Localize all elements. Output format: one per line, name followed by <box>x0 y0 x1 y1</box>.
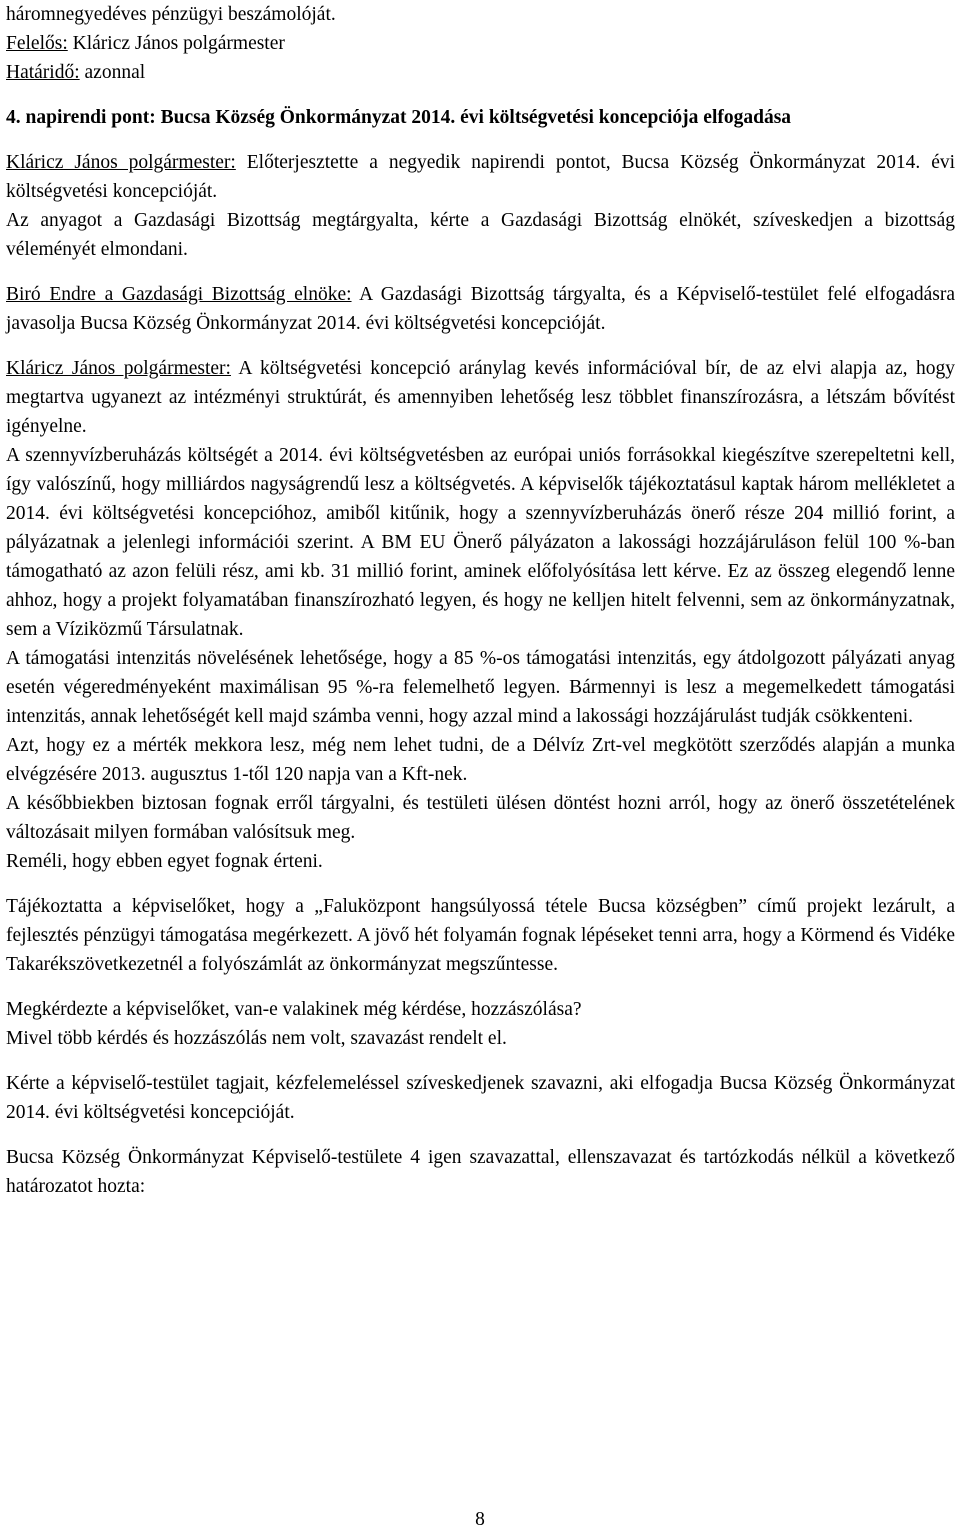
spacer <box>6 876 955 892</box>
paragraph-5: A szennyvízberuházás költségét a 2014. évi költségvetésben az európai uniós forrásokkal kiegészítve szerepeltetni kell, így valószínű, hogy milliárdos nagyságrendű lesz a költségvetés. A képviselők tájékoztatásul kaptak három mellékletet a 2014. évi költségvetési koncepcióhoz, amiből kitűnik, hogy a szennyvízberuházás önerő része 204 millió forint, a pályázatnak a jelenlegi információi szerint. A BM EU Önerő pályázaton a lakossági hozzájáruláson felül 100 %-ban támogatható az azon felüli rész, ami kb. 31 millió forint, aminek előfolyósítása lett kérve. Ez az összeg elegendő lenne ahhoz, hogy a projekt folyamatában finanszírozható legyen, és hogy ne kelljen hitelt felvenni, sem az önkormányzatnak, sem a Víziközmű Társulatnak. <box>6 445 955 640</box>
spacer <box>6 1127 955 1143</box>
paragraph-3 <box>6 280 955 338</box>
spacer <box>6 979 955 995</box>
spacer <box>6 87 955 103</box>
paragraph-text: A Gazdasági Bizottság tárgyalta, és a Képviselő-testület felé elfogadásra javasolja Bucsa Község Önkormányzat 2014. évi költségvetési koncepcióját. <box>6 284 955 334</box>
deadline-label: Határidő: <box>6 62 80 83</box>
speaker-label: Kláricz János polgármester: <box>6 152 236 173</box>
paragraph-text: A költségvetési koncepció aránylag kevés információval bír, de az elvi alapja az, hogy megtartva ugyanezt az intézményi struktúrát, és amennyiben lehetőség lesz többlet finanszírozásra, a létszám bővítést igényelne. <box>6 358 955 437</box>
paragraph-2: Az anyagot a Gazdasági Bizottság megtárgyalta, kérte a Gazdasági Bizottság elnökét, szíveskedjen a bizottság véleményét elmondani. <box>6 210 955 260</box>
paragraph-10: Tájékoztatta a képviselőket, hogy a „Faluközpont hangsúlyossá tétele Bucsa községben” című projekt lezárult, a fejlesztés pénzügyi támogatása megérkezett. A jövő hét folyamán fognak lépéseket tenni arra, hogy a Körmend és Vidéke Takarékszövetkezetnél a folyószámlát az önkormányzat megszűntesse. <box>6 896 955 975</box>
responsible-value: Kláricz János polgármester <box>67 33 285 54</box>
paragraph-6: A támogatási intenzitás növelésének lehetősége, hogy a 85 %-os támogatási intenzitás, egy átdolgozott pályázati anyag esetén végeredményeként maximálisan 95 %-ra felemelhető legyen. Bármennyi is lesz a megemelkedett támogatási intenzitás, annak lehetőségét kell majd számba venni, hogy azzal mind a lakossági hozzájárulást tudják csökkenteni. <box>6 648 955 727</box>
spacer <box>6 264 955 280</box>
spacer <box>6 338 955 354</box>
speaker-label: Biró Endre a Gazdasági Bizottság elnöke: <box>6 284 352 305</box>
page-number: 8 <box>475 1509 485 1530</box>
document-page <box>6 0 955 1201</box>
paragraph-1 <box>6 148 955 206</box>
paragraph-11: Megkérdezte a képviselőket, van-e valakinek még kérdése, hozzászólása? <box>6 999 582 1020</box>
responsible-label: Felelős: <box>6 33 68 54</box>
deadline-line <box>6 58 955 87</box>
paragraph-13: Kérte a képviselő-testület tagjait, kézfelemeléssel szíveskedjenek szavazni, aki elfogadja Bucsa Község Önkormányzat 2014. évi költségvetési koncepcióját. <box>6 1073 955 1123</box>
paragraph-text: Előterjesztette a negyedik napirendi pontot, Bucsa Község Önkormányzat 2014. évi költségvetési koncepcióját. <box>6 152 956 202</box>
paragraph-4 <box>6 354 955 441</box>
deadline-value: azonnal <box>79 62 146 83</box>
agenda-heading: 4. napirendi pont: Bucsa Község Önkormányzat 2014. évi költségvetési koncepciója elfogadása <box>6 107 792 128</box>
paragraph-14: Bucsa Község Önkormányzat Képviselő-testülete 4 igen szavazattal, ellenszavazat és tartózkodás nélkül a következő határozatot hozta: <box>6 1147 955 1197</box>
paragraph-8: A későbbiekben biztosan fognak erről tárgyalni, és testületi ülésen döntést hozni arról, hogy az önerő összetételének változásait milyen formában valósítsuk meg. <box>6 793 955 843</box>
intro-line: háromnegyedéves pénzügyi beszámolóját. <box>6 4 336 25</box>
spacer <box>6 1053 955 1069</box>
paragraph-7: Azt, hogy ez a mérték mekkora lesz, még nem lehet tudni, de a Délvíz Zrt-vel megkötött szerződés alapján a munka elvégzésére 2013. augusztus 1-től 120 napja van a Kft-nek. <box>6 735 955 785</box>
paragraph-9: Reméli, hogy ebben egyet fognak érteni. <box>6 851 323 872</box>
spacer <box>6 132 955 148</box>
speaker-label: Kláricz János polgármester: <box>6 358 231 379</box>
paragraph-12: Mivel több kérdés és hozzászólás nem volt, szavazást rendelt el. <box>6 1028 507 1049</box>
responsible-line <box>6 29 955 58</box>
